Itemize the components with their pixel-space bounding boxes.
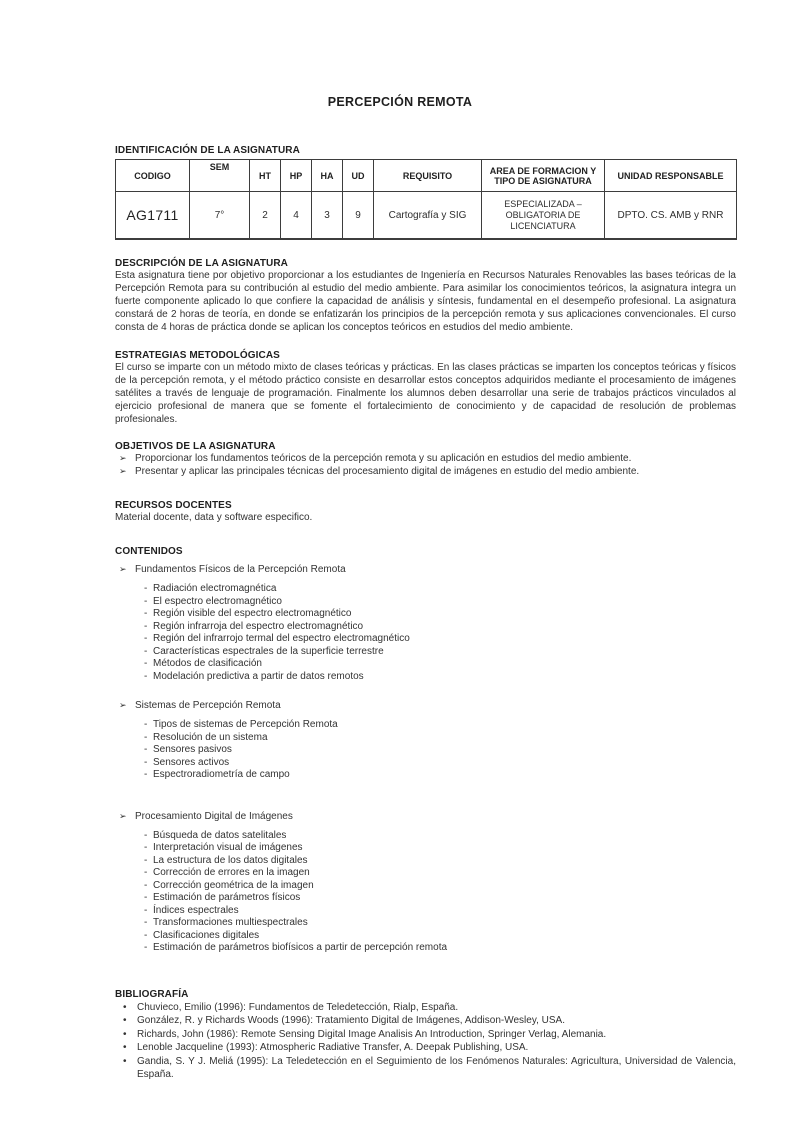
recursos-body: Material docente, data y software especifico. [115, 512, 313, 523]
topic-items [115, 719, 736, 782]
descripcion-body: Esta asignatura tiene por objetivo proporcionar a los estudiantes de Ingeniería en Recursos Naturales Renovables las bases teóricas de la Percepción Remota para su contribución al estudio del medio ambiente. Para asimilar los conocimientos teóricos, la asignatura integra un fuerte componente aplicado lo que confiere la capacidad de análisis y síntesis, fundamental en el desempeño profesional. La asignatura constará de 2 horas de teoría, en donde se enfatizarán los principios de la percepción remota y sus aplicaciones convencionales. El curso consta de 4 horas de práctica donde se aplican los conceptos teóricos en estudios del medio ambiente. [115, 270, 736, 333]
dash-bullet: - [144, 929, 148, 941]
bibliography-item-text: Richards, John (1986): Remote Sensing Digital Image Analisis An Introduction, Springer Verlag, Alemania. [137, 1028, 607, 1040]
dash-bullet: - [144, 917, 148, 928]
bibliography-item-text: González, R. y Richards Woods (1996): Tratamiento Digital de Imágenes, Addison-Wesley, USA. [137, 1015, 565, 1026]
content-item [115, 842, 736, 855]
dash-bullet: - [144, 829, 148, 841]
objetivos-list [115, 452, 736, 478]
content-item [115, 880, 736, 893]
topic-items [115, 583, 736, 683]
content-item [115, 905, 736, 918]
content-item-text: Región visible del espectro electromagnético [153, 608, 352, 619]
content-item-text: Estimación de parámetros físicos [153, 892, 301, 903]
section-bibliografia [115, 989, 736, 1082]
dot-bullet: • [123, 1015, 127, 1026]
content-item-text: Sensores pasivos [153, 744, 232, 755]
dash-bullet: - [144, 942, 148, 953]
content-item-text: Resolución de un sistema [153, 731, 268, 743]
col-header-codigo: CODIGO [116, 160, 190, 192]
col-header-unidad: UNIDAD RESPONSABLE [605, 160, 737, 192]
dash-bullet: - [144, 744, 148, 755]
topic-title-row [115, 810, 736, 823]
arrow-bullet-icon: ➢ [119, 810, 127, 821]
dash-bullet: - [144, 879, 148, 891]
dash-bullet: - [144, 867, 148, 878]
content-item-text: Corrección geométrica de la imagen [153, 879, 314, 891]
dot-bullet: • [123, 1001, 127, 1013]
section-descripcion [115, 258, 736, 334]
dash-bullet: - [144, 731, 148, 743]
estrategias-heading: ESTRATEGIAS METODOLÓGICAS [115, 350, 280, 361]
cell-codigo: AG1711 [116, 192, 190, 240]
topic-procesamiento-digital [115, 810, 736, 955]
dot-bullet: • [123, 1042, 127, 1053]
dot-bullet: • [123, 1055, 127, 1067]
section-objetivos [115, 441, 736, 478]
recursos-heading: RECURSOS DOCENTES [115, 500, 232, 511]
section-identificacion [115, 145, 736, 240]
col-header-requisito: REQUISITO [374, 160, 482, 192]
dash-bullet: - [144, 658, 148, 669]
identification-table [115, 159, 737, 240]
content-item-text: Clasificaciones digitales [153, 929, 260, 941]
content-item-text: Estimación de parámetros biofísicos a partir de percepción remota [153, 942, 448, 953]
content-item [115, 596, 736, 609]
content-item-text: Región del infrarrojo termal del espectro electromagnético [153, 633, 410, 644]
dash-bullet: - [144, 633, 148, 644]
section-recursos [115, 500, 736, 524]
content-item-text: Métodos de clasificación [153, 658, 262, 669]
col-header-hp: HP [281, 160, 312, 192]
objetivo-item-text: Presentar y aplicar las principales técnicas del procesamiento digital de imágenes en estudio del medio ambiente. [135, 466, 640, 477]
content-item-text: Interpretación visual de imágenes [153, 842, 303, 853]
content-item [115, 658, 736, 671]
content-item [115, 855, 736, 868]
bibliography-item-text: Chuvieco, Emilio (1996): Fundamentos de Teledetección, Rialp, España. [137, 1001, 459, 1013]
content-item-text: El espectro electromagnético [153, 595, 282, 607]
col-header-ud: UD [343, 160, 374, 192]
table-data-row [116, 192, 737, 240]
contenidos-heading: CONTENIDOS [115, 546, 183, 557]
topic-sistemas [115, 699, 736, 782]
dash-bullet: - [144, 583, 148, 594]
content-item-text: Espectroradiometría de campo [153, 769, 290, 780]
bibliography-item [115, 1041, 736, 1055]
content-item [115, 867, 736, 880]
objetivo-item-text: Proporcionar los fundamentos teóricos de la percepción remota y su aplicación en estudios del medio ambiente. [135, 453, 632, 464]
content-item [115, 917, 736, 930]
dot-bullet: • [123, 1028, 127, 1040]
content-item [115, 633, 736, 646]
cell-area: ESPECIALIZADA – OBLIGATORIA DE LICENCIATURA [482, 192, 605, 240]
dash-bullet: - [144, 670, 148, 682]
content-item [115, 757, 736, 770]
arrow-bullet-icon: ➢ [119, 564, 127, 574]
content-item [115, 608, 736, 621]
content-item-text: Índices espectrales [153, 904, 239, 916]
dash-bullet: - [144, 595, 148, 607]
dash-bullet: - [144, 854, 148, 866]
descripcion-heading: DESCRIPCIÓN DE LA ASIGNATURA [115, 258, 288, 269]
topic-title: Fundamentos Físicos de la Percepción Remota [135, 564, 346, 575]
objetivo-item [115, 465, 736, 478]
bibliography-item-text: Gandia, S. Y J. Meliá (1995): La Teledetección en el Seguimiento de los Fenómenos Naturales: Agricultura, Universidad de Valencia, España. [137, 1055, 736, 1080]
cell-ud: 9 [343, 192, 374, 240]
col-header-sem: SEM [190, 160, 250, 192]
dash-bullet: - [144, 645, 148, 657]
content-item [115, 732, 736, 745]
dash-bullet: - [144, 620, 148, 632]
bibliografia-heading: BIBLIOGRAFÍA [115, 988, 189, 1000]
content-item-text: Transformaciones multiespectrales [153, 917, 308, 928]
topic-fundamentos-fisicos [115, 563, 736, 683]
arrow-bullet-icon: ➢ [119, 700, 127, 710]
cell-sem: 7° [190, 192, 250, 240]
bibliography-list [115, 1001, 736, 1082]
cell-ht: 2 [250, 192, 281, 240]
content-item-text: La estructura de los datos digitales [153, 854, 308, 866]
content-item-text: Características espectrales de la superficie terrestre [153, 645, 384, 657]
page-title: PERCEPCIÓN REMOTA [327, 95, 473, 109]
content-item [115, 671, 736, 684]
topic-title: Procesamiento Digital de Imágenes [135, 810, 293, 822]
bibliography-item [115, 1055, 736, 1082]
cell-requisito: Cartografía y SIG [374, 192, 482, 240]
content-item [115, 769, 736, 782]
content-item-text: Modelación predictiva a partir de datos remotos [153, 670, 364, 682]
arrow-bullet-icon: ➢ [119, 453, 127, 463]
bibliography-item [115, 1014, 736, 1028]
dash-bullet: - [144, 756, 148, 768]
objetivos-heading: OBJETIVOS DE LA ASIGNATURA [115, 441, 276, 452]
dash-bullet: - [144, 842, 148, 853]
dash-bullet: - [144, 719, 148, 730]
content-item-text: Sensores activos [153, 756, 230, 768]
content-item [115, 583, 736, 596]
content-item [115, 892, 736, 905]
objetivo-item [115, 452, 736, 465]
content-item [115, 646, 736, 659]
content-item [115, 942, 736, 955]
bibliography-item [115, 1001, 736, 1015]
content-item [115, 744, 736, 757]
content-item [115, 719, 736, 732]
content-item-text: Región infrarroja del espectro electromagnético [153, 620, 364, 632]
content-item-text: Tipos de sistemas de Percepción Remota [153, 719, 338, 730]
topic-title-row [115, 563, 736, 576]
cell-ha: 3 [312, 192, 343, 240]
content-item [115, 930, 736, 943]
section-contenidos [115, 546, 736, 955]
dash-bullet: - [144, 892, 148, 903]
topic-title: Sistemas de Percepción Remota [135, 700, 281, 711]
col-header-ht: HT [250, 160, 281, 192]
content-item [115, 621, 736, 634]
bibliography-item-text: Lenoble Jacqueline (1993): Atmospheric Radiative Transfer, A. Deepak Publishing, USA. [137, 1042, 529, 1053]
col-header-area: AREA DE FORMACION Y TIPO DE ASIGNATURA [482, 160, 605, 192]
table-header-row [116, 160, 737, 192]
topic-title-row [115, 699, 736, 712]
dash-bullet: - [144, 904, 148, 916]
bibliography-item [115, 1028, 736, 1042]
content-item-text: Corrección de errores en la imagen [153, 867, 310, 878]
col-header-ha: HA [312, 160, 343, 192]
arrow-bullet-icon: ➢ [119, 466, 127, 476]
cell-unidad: DPTO. CS. AMB y RNR [605, 192, 737, 240]
dash-bullet: - [144, 769, 148, 780]
content-item-text: Radiación electromagnética [153, 583, 277, 594]
content-item [115, 830, 736, 843]
estrategias-body: El curso se imparte con un método mixto de clases teóricas y prácticas. En las clases prácticas se imparten los conceptos teóricas y físicos de la percepción remota, y el método práctico consiste en desarrollar estos conceptos adquiridos mediante el procesamiento de imágenes satélites a través de lenguaje de programación. Finalmente los alumnos deben desarrollar una serie de trabajos prácticos vinculados al ejercicio profesional de manera que se fomente el fortalecimiento de conocimiento y de capacidad de resolución de problemas profesionales. [115, 362, 736, 425]
dash-bullet: - [144, 608, 148, 619]
topic-items [115, 830, 736, 955]
content-item-text: Búsqueda de datos satelitales [153, 829, 287, 841]
identificacion-heading: IDENTIFICACIÓN DE LA ASIGNATURA [115, 145, 300, 156]
section-estrategias [115, 350, 736, 426]
cell-hp: 4 [281, 192, 312, 240]
